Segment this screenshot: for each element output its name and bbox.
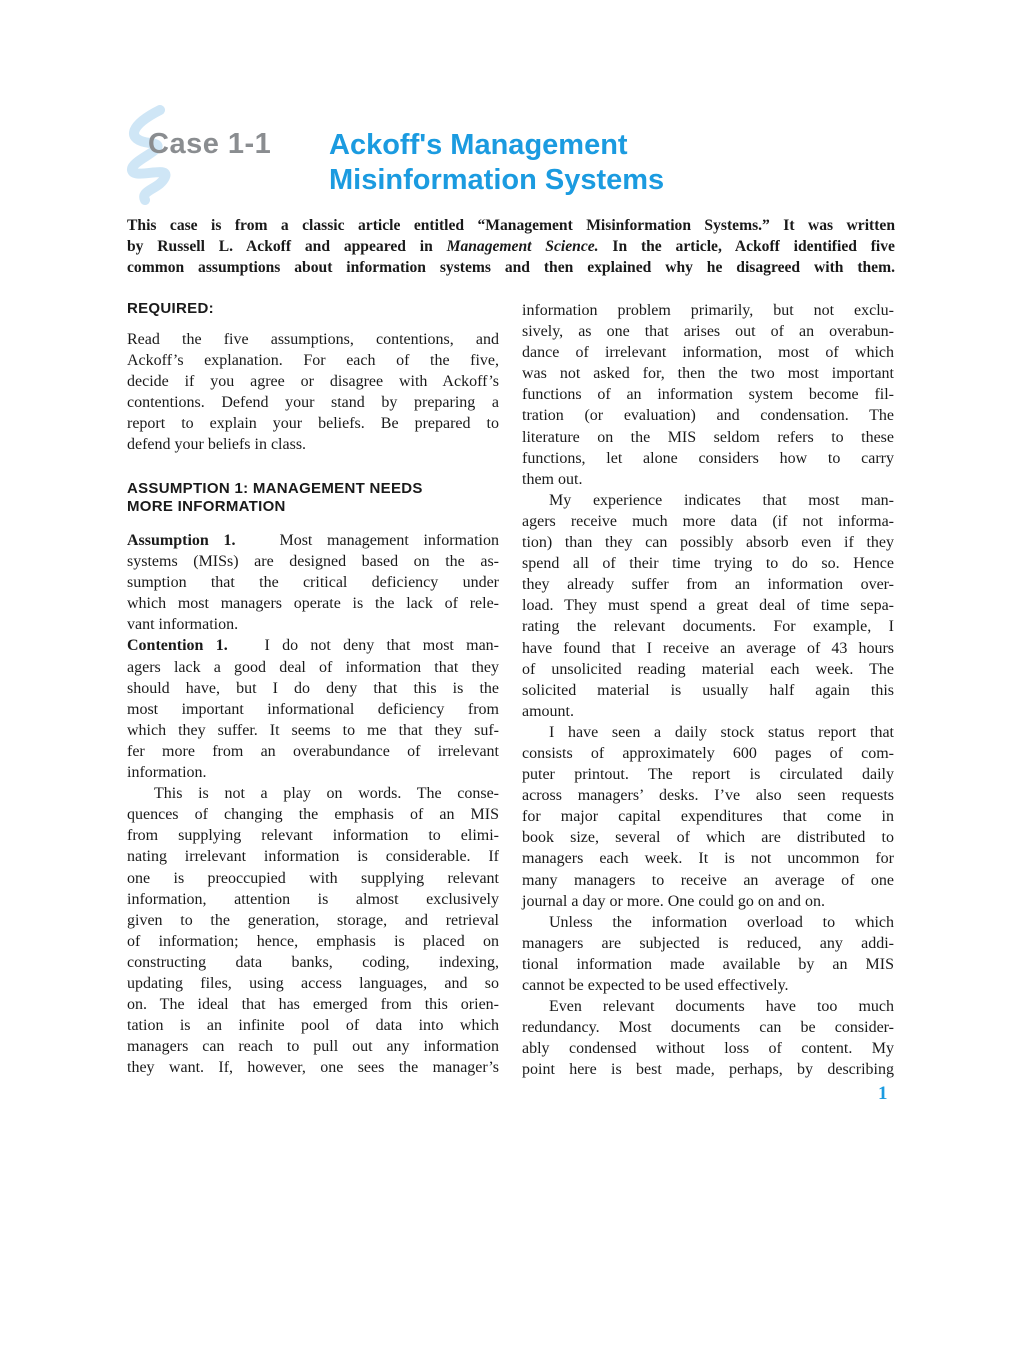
line-text: they already suffer from an information over- [522,576,894,594]
line-text: journal a day or more. One could go on and on. [522,892,826,910]
line-text: updating files, using access languages, and so [127,974,499,992]
text-line [127,593,499,614]
line-text: have found that I receive an average of 43 hours [522,639,894,657]
line-text: them out. [522,470,583,488]
text-line [522,933,894,954]
line-text: point here is best made, perhaps, by describing [522,1061,894,1079]
case-title [329,128,664,198]
text-line [127,572,499,593]
line-text: should have, but I do deny that this is the [127,679,499,697]
line-text: agers receive much more data (if not informa- [522,512,894,530]
line-text: report to explain your beliefs. Be prepared to [127,415,499,433]
line-text: tation is an infinite pool of data into which [127,1017,499,1035]
text-line [522,764,894,785]
text-line [522,427,894,448]
title-line: Misinformation Systems [329,164,665,196]
intro-text [127,215,895,278]
line-text: functions, let alone considers how to carry [522,449,894,467]
line-text: vant information. [127,616,239,634]
line-text: dance of irrelevant information, most of which [522,344,894,362]
line-text: cannot be expected to be used effectively. [522,977,789,994]
text-line [127,329,499,350]
line-text: puter printout. The report is circulated daily [522,766,894,784]
text-line [522,722,894,743]
intro-text-span: In the article, Ackoff identified five [598,238,895,256]
line-text: managers each week. It is not uncommon for [522,850,894,868]
case-label: Case 1-1 [148,128,272,160]
line-text: one is preoccupied with supplying relevant [127,869,499,887]
required-body [127,329,499,456]
text-line [522,1038,894,1059]
text-line [127,635,499,656]
line-text: across managers’ desks. I’ve also seen requests [522,787,894,805]
line-text: spend all of their time trying to do so. Hence [522,555,894,573]
line-text: My experience indicates that most man- [549,491,894,509]
line-text: tration (or evaluation) and condensation. The [522,407,894,425]
line-text: Read the five assumptions, contentions, and [127,331,499,348]
text-line [127,1036,499,1057]
title-line: Ackoff's Management [329,129,628,161]
line-text: for major capital expenditures that come in [522,808,894,826]
text-line [522,806,894,827]
line-text: functions of an information system become fil- [522,386,894,404]
intro-line [127,257,895,278]
text-line [522,975,894,996]
line-text: consists of approximately 600 pages of com- [522,744,894,762]
line-text: Most management information [235,532,499,549]
text-line [127,1057,499,1078]
assumption-heading [127,480,423,516]
text-line [522,363,894,384]
line-text: on. The ideal that has emerged from this orien- [127,996,499,1014]
text-line [522,996,894,1017]
text-line [127,720,499,741]
line-text: I have seen a daily stock status report that [549,723,894,741]
text-line [522,1017,894,1038]
text-line [522,469,894,490]
journal-title: Management Science. [446,238,599,256]
text-line [522,870,894,891]
intro-text-span: by Russell L. Ackoff and appeared in [127,238,447,256]
text-line [522,891,894,912]
text-line [522,616,894,637]
heading-line: ASSUMPTION 1: MANAGEMENT NEEDS [127,480,423,497]
text-line [127,762,499,783]
text-line [127,699,499,720]
line-text: redundancy. Most documents can be consider- [522,1019,894,1037]
text-line [127,825,499,846]
line-text: load. They must spend a great deal of time sepa- [522,597,894,615]
text-line [127,910,499,931]
text-line [522,785,894,806]
text-line [522,553,894,574]
text-line [522,701,894,722]
heading-line: MORE INFORMATION [127,498,286,515]
line-text: constructing data banks, coding, indexing, [127,953,499,971]
text-line [127,678,499,699]
line-text: literature on the MIS seldom refers to these [522,428,894,446]
line-text: This is not a play on words. The conse- [154,785,499,803]
text-line [127,1015,499,1036]
line-text: fer more from an overabundance of irrelevant [127,742,499,760]
intro-text-span: This case is from a classic article entitled “Management Misinformation Systems.” It was written [127,217,895,234]
text-line [127,434,499,455]
text-line [522,300,894,321]
required-heading: REQUIRED: [127,300,214,317]
text-line [522,448,894,469]
line-text: Ackoff’s explanation. For each of the five, [127,352,499,370]
intro-line [127,215,895,236]
line-text: contentions. Defend your stand by preparing a [127,394,499,412]
text-line [522,912,894,933]
line-text: sively, as one that arises out of an overabun- [522,323,894,341]
line-text: they want. If, however, one sees the manager’s [127,1059,499,1077]
paragraph-lead: Assumption 1. [127,532,236,549]
text-line [522,680,894,701]
page-number: 1 [878,1083,888,1104]
text-line [522,342,894,363]
line-text: was not asked for, then the two most important [522,365,894,383]
line-text: defend your beliefs in class. [127,436,307,454]
line-text: I do not deny that most man- [227,637,500,655]
line-text: which most managers operate is the lack of rele- [127,595,499,613]
line-text: systems (MISs) are designed based on the as- [127,553,499,571]
text-line [522,321,894,342]
line-text: tional information made available by an MIS [522,955,894,973]
text-line [127,952,499,973]
line-text: book size, several of which are distributed to [522,829,894,847]
right-column-body [522,300,894,1080]
text-line [127,973,499,994]
text-line [127,868,499,889]
line-text: from supplying relevant information to elimi- [127,827,499,845]
text-line [522,848,894,869]
text-line [127,371,499,392]
line-text: many managers to receive an average of one [522,871,894,889]
text-line [127,741,499,762]
text-line [522,638,894,659]
text-line [522,1059,894,1080]
line-text: agers lack a good deal of information that they [127,658,499,676]
line-text: sumption that the critical deficiency under [127,574,499,592]
intro-text-span: common assumptions about information systems and then explained why he disagreed with them. [127,259,895,277]
line-text: solicited material is usually half again this [522,681,894,699]
line-text: decide if you agree or disagree with Ackoff’s [127,373,499,391]
text-line [127,530,499,551]
line-text: Unless the information overload to which [549,913,894,931]
line-text: information. [127,764,207,782]
line-text: most important informational deficiency from [127,700,499,718]
text-line [127,657,499,678]
line-text: information, attention is almost exclusively [127,890,499,908]
line-text: of unsolicited reading material each week. The [522,660,894,678]
line-text: managers are subjected is reduced, any addi- [522,934,894,952]
text-line [127,551,499,572]
text-line [522,490,894,511]
line-text: of information; hence, emphasis is placed on [127,932,499,950]
text-line [127,846,499,867]
text-line [127,804,499,825]
text-line [127,994,499,1015]
line-text: quences of changing the emphasis of an MIS [127,806,499,824]
text-line [127,889,499,910]
line-text: tion) than they can possibly absorb even if they [522,534,894,552]
text-line [522,595,894,616]
intro-line [127,236,895,257]
text-line [127,413,499,434]
text-line [522,511,894,532]
line-text: given to the generation, storage, and retrieval [127,911,499,929]
line-text: ably condensed without loss of content. My [522,1040,894,1058]
text-line [127,392,499,413]
line-text: information problem primarily, but not exclu- [522,302,894,319]
text-line [127,931,499,952]
line-text: Even relevant documents have too much [549,998,894,1016]
text-line [522,743,894,764]
text-line [522,405,894,426]
text-line [522,659,894,680]
text-line [127,614,499,635]
line-text: managers can reach to pull out any information [127,1038,499,1056]
text-line [522,574,894,595]
line-text: rating the relevant documents. For example, I [522,618,894,636]
line-text: amount. [522,702,574,720]
text-line [522,384,894,405]
text-line [522,532,894,553]
line-text: which they suffer. It seems to me that they suf- [127,721,499,739]
text-line [522,954,894,975]
text-line [522,827,894,848]
text-line [127,783,499,804]
assumption-body [127,530,499,1078]
text-line [127,350,499,371]
paragraph-lead: Contention 1. [127,637,228,655]
line-text: nating irrelevant information is considerable. If [127,848,499,866]
